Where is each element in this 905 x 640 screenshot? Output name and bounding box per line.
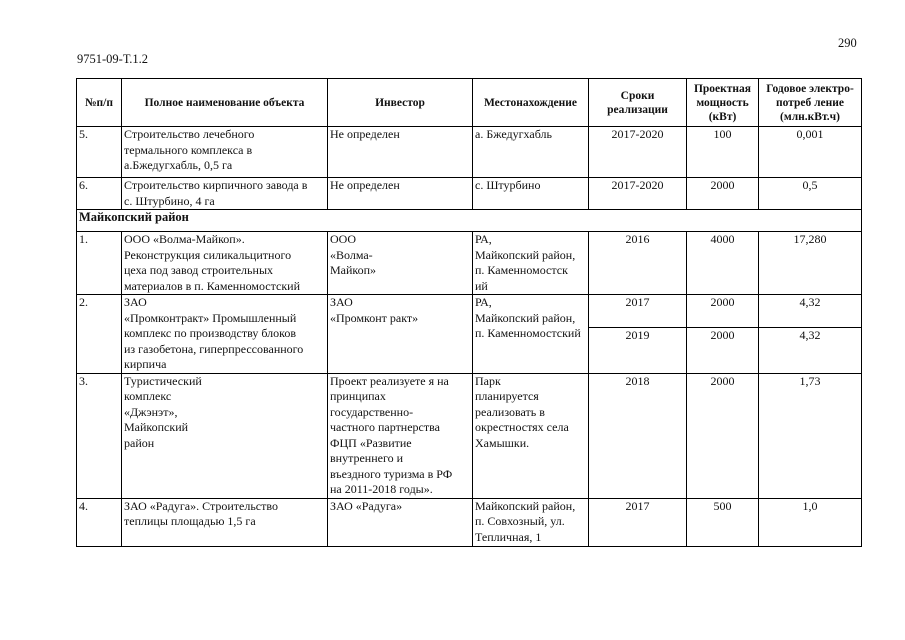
row-period: 2018 [589,373,687,498]
header-num: №п/п [77,79,122,127]
header-period: Сроки реализации [589,79,687,127]
table-row [77,498,862,546]
row-num: 5. [77,127,122,178]
header-capacity: Проектная мощность (кВт) [687,79,759,127]
table-header-row [77,79,862,127]
header-name: Полное наименование объекта [122,79,328,127]
section-title: Майкопский район [77,210,862,232]
row-period: 2019 [589,327,687,373]
row-investor: Проект реализуете я на принципах государственно- частного партнерства ФЦП «Развитие внутреннего и въездного туризма в РФ на 2011-2018 годы». [328,373,473,498]
row-capacity: 500 [687,498,759,546]
row-consumption: 0,001 [759,127,862,178]
row-capacity: 4000 [687,232,759,295]
row-num: 1. [77,232,122,295]
row-consumption: 0,5 [759,178,862,210]
row-capacity: 2000 [687,327,759,373]
row-consumption: 1,73 [759,373,862,498]
row-period: 2017 [589,498,687,546]
row-period: 2017-2020 [589,178,687,210]
row-name: ЗАО «Промконтракт» Промышленный комплекс по производству блоков из газобетона, гиперпрессованного кирпича [122,295,328,374]
section-row [77,210,862,232]
row-period: 2017-2020 [589,127,687,178]
row-location: с. Штурбино [473,178,589,210]
row-consumption: 17,280 [759,232,862,295]
table-row [77,232,862,295]
page-number: 290 [838,36,857,50]
row-investor: Не определен [328,127,473,178]
row-name: Строительство кирпичного завода в с. Штурбино, 4 га [122,178,328,210]
row-name: Строительство лечебного термального комплекса в а.Бжедугхабль, 0,5 га [122,127,328,178]
table-row [77,295,862,328]
row-investor: ЗАО «Радуга» [328,498,473,546]
row-location: РА, Майкопский район, п. Каменномостский [473,295,589,374]
row-capacity: 2000 [687,295,759,328]
row-investor: ЗАО «Промконт ракт» [328,295,473,374]
row-period: 2016 [589,232,687,295]
row-name: ЗАО «Радуга». Строительство теплицы площадью 1,5 га [122,498,328,546]
row-location: Майкопский район, п. Совхозный, ул. Тепличная, 1 [473,498,589,546]
document-code: 9751-09-Т.1.2 [77,52,148,66]
row-num: 2. [77,295,122,374]
row-num: 6. [77,178,122,210]
table-row [77,373,862,498]
row-num: 4. [77,498,122,546]
table-row [77,178,862,210]
investment-projects-table [76,78,862,547]
header-location: Местонахождение [473,79,589,127]
row-num: 3. [77,373,122,498]
row-consumption: 1,0 [759,498,862,546]
row-location: а. Бжедугхабль [473,127,589,178]
row-capacity: 100 [687,127,759,178]
row-consumption: 4,32 [759,295,862,328]
row-name: Туристический комплекс «Джэнэт», Майкопский район [122,373,328,498]
row-consumption: 4,32 [759,327,862,373]
row-location: Парк планируется реализовать в окрестностях села Хамышки. [473,373,589,498]
table-row [77,127,862,178]
row-name: ООО «Волма-Майкоп». Реконструкция силикальцитного цеха под завод строительных материалов в п. Каменномостский [122,232,328,295]
row-location: РА, Майкопский район, п. Каменномостск ий [473,232,589,295]
row-capacity: 2000 [687,373,759,498]
row-investor: Не определен [328,178,473,210]
header-investor: Инвестор [328,79,473,127]
row-capacity: 2000 [687,178,759,210]
header-consumption: Годовое электро- потреб ление (млн.кВт.ч) [759,79,862,127]
row-investor: ООО «Волма- Майкоп» [328,232,473,295]
row-period: 2017 [589,295,687,328]
